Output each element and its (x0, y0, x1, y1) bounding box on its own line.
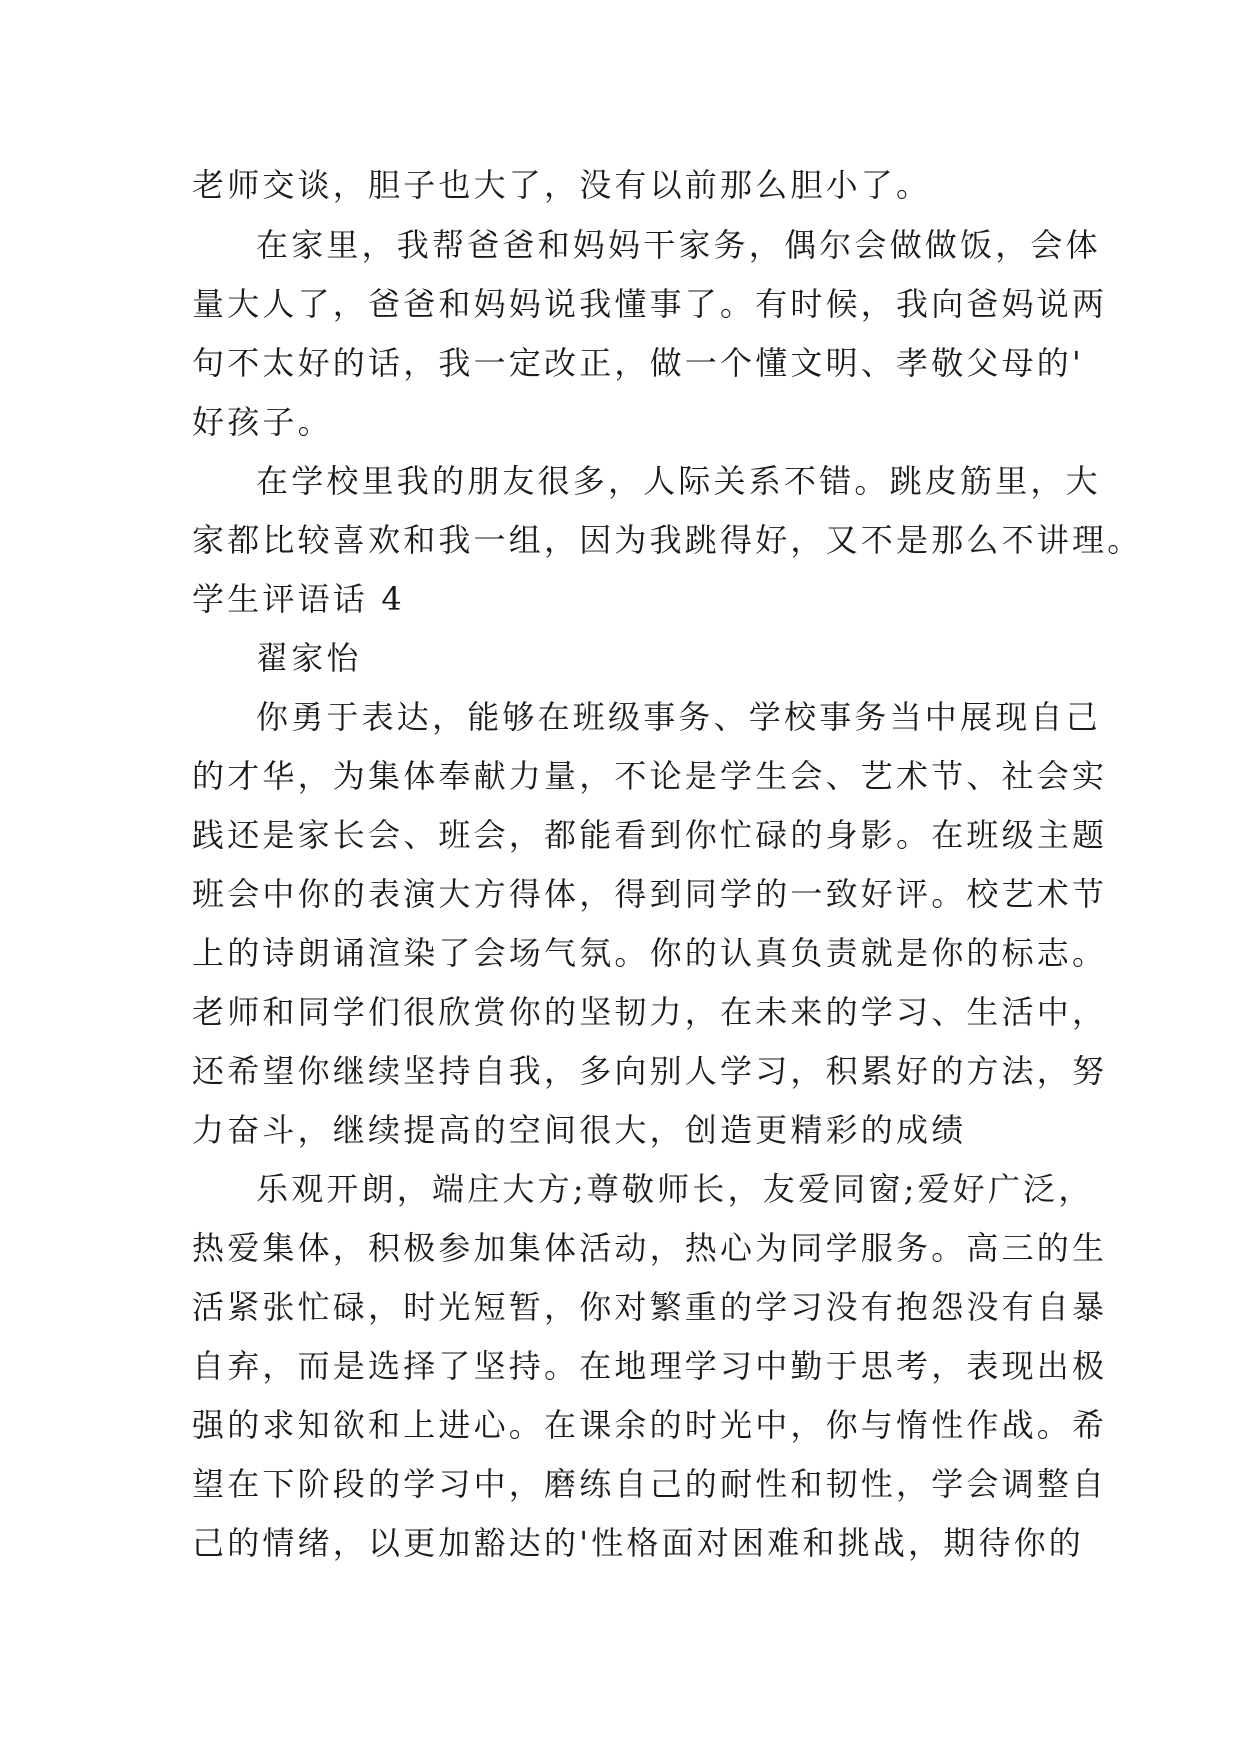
text-line: 班会中你的表演大方得体，得到同学的一致好评。校艺术节 (192, 875, 1108, 913)
text-line: 热爱集体，积极参加集体活动，热心为同学服务。高三的生 (192, 1229, 1108, 1267)
text-line: 自弃，而是选择了坚持。在地理学习中勤于思考，表现出极 (192, 1347, 1108, 1385)
text-line: 的才华，为集体奉献力量，不论是学生会、艺术节、社会实 (192, 757, 1108, 795)
section-heading: 学生评语话 4 (192, 580, 405, 618)
paragraph-line: 你勇于表达，能够在班级事务、学校事务当中展现自己 (256, 698, 1101, 736)
text-line: 强的求知欲和上进心。在课余的时光中，你与惰性作战。希 (192, 1406, 1108, 1444)
text-line: 家都比较喜欢和我一组，因为我跳得好，又不是那么不讲理。 (192, 521, 1143, 559)
student-name: 翟家怡 (256, 639, 362, 677)
paragraph-line: 在学校里我的朋友很多，人际关系不错。跳皮筋里，大 (256, 462, 1101, 500)
paragraph-line: 乐观开朗，端庄大方;尊敬师长，友爱同窗;爱好广泛， (256, 1170, 1094, 1208)
text-line: 上的诗朗诵渲染了会场气氛。你的认真负责就是你的标志。 (192, 934, 1108, 972)
text-line: 句不太好的话，我一定改正，做一个懂文明、孝敬父母的' (192, 344, 1084, 382)
text-line: 老师交谈，胆子也大了，没有以前那么胆小了。 (192, 166, 932, 204)
text-line: 己的情绪，以更加豁达的'性格面对困难和挑战，期待你的 (192, 1524, 1084, 1562)
text-line: 践还是家长会、班会，都能看到你忙碌的身影。在班级主题 (192, 816, 1108, 854)
text-line: 望在下阶段的学习中，磨练自己的耐性和韧性，学会调整自 (192, 1465, 1108, 1503)
paragraph-line: 在家里，我帮爸爸和妈妈干家务，偶尔会做做饭，会体 (256, 226, 1101, 264)
text-line: 好孩子。 (192, 403, 333, 441)
text-line: 老师和同学们很欣赏你的坚韧力，在未来的学习、生活中， (192, 993, 1108, 1031)
text-line: 力奋斗，继续提高的空间很大，创造更精彩的成绩 (192, 1111, 967, 1149)
text-line: 量大人了，爸爸和妈妈说我懂事了。有时候，我向爸妈说两 (192, 285, 1108, 323)
text-line: 活紧张忙碌，时光短暂，你对繁重的学习没有抱怨没有自暴 (192, 1288, 1108, 1326)
text-line: 还希望你继续坚持自我，多向别人学习，积累好的方法，努 (192, 1052, 1108, 1090)
